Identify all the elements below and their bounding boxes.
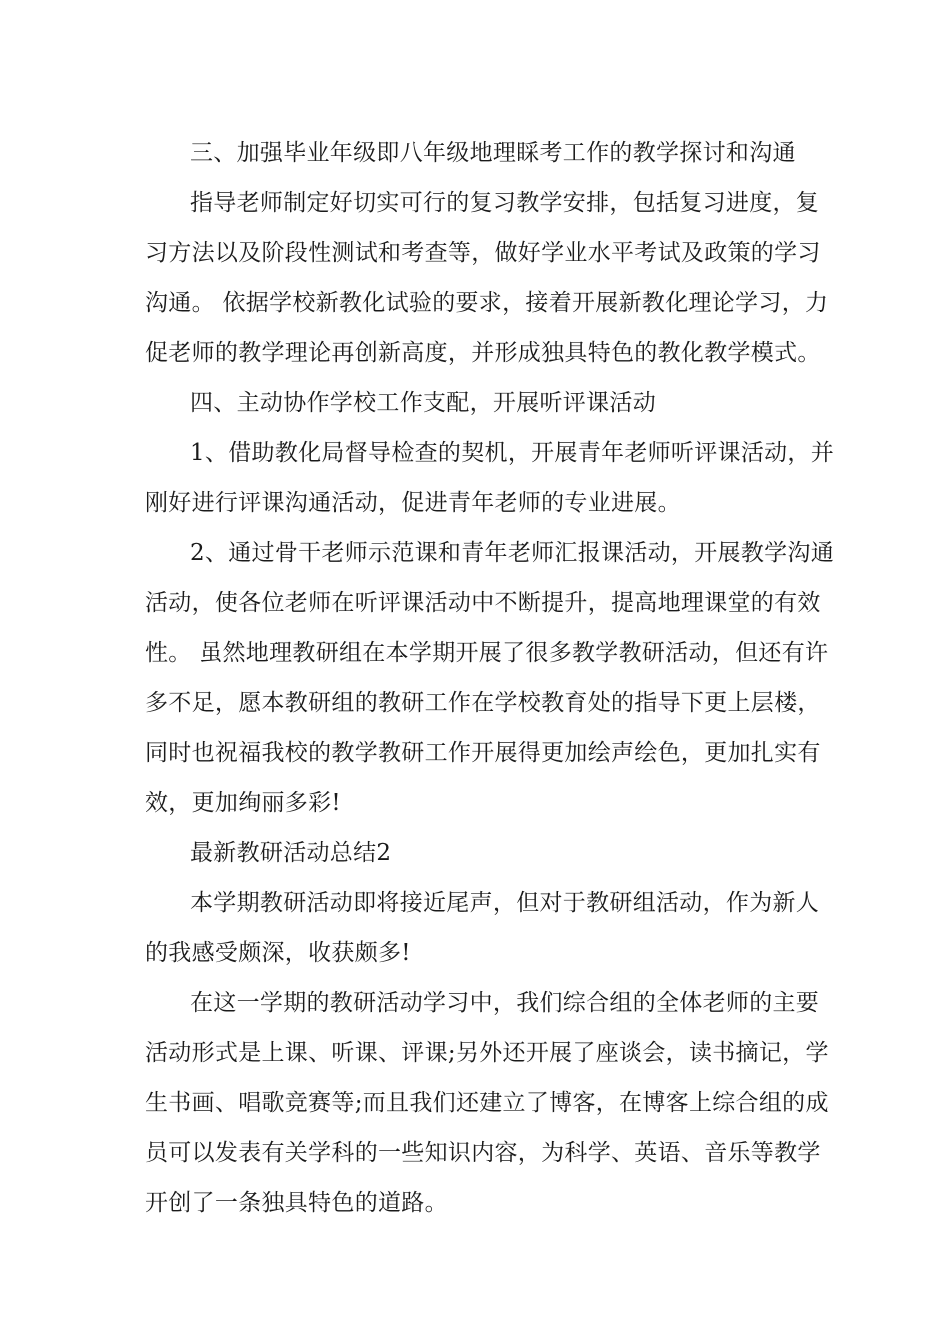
paragraph-line: 多不足，愿本教研组的教研工作在学校教育处的指导下更上层楼， — [145, 690, 821, 716]
paragraph-line: 促老师的教学理论再创新高度，并形成独具特色的教化教学模式。 — [145, 340, 821, 366]
paragraph-line: 同时也祝福我校的教学教研工作开展得更加绘声绘色，更加扎实有 — [145, 740, 821, 766]
paragraph-line: 1、借助教化局督导检查的契机，开展青年老师听评课活动，并 — [190, 440, 835, 466]
paragraph-line: 沟通。 依据学校新教化试验的要求，接着开展新教化理论学习，力 — [145, 290, 829, 316]
paragraph-line: 在这一学期的教研活动学习中，我们综合组的全体老师的主要 — [190, 990, 820, 1016]
paragraph-line: 活动形式是上课、听课、评课;另外还开展了座谈会，读书摘记，学 — [145, 1040, 829, 1066]
section-heading-3: 三、加强毕业年级即八年级地理睬考工作的教学探讨和沟通 — [190, 140, 796, 166]
paragraph-line: 本学期教研活动即将接近尾声，但对于教研组活动，作为新人 — [190, 890, 820, 916]
paragraph-line: 习方法以及阶段性测试和考查等，做好学业水平考试及政策的学习 — [145, 240, 821, 266]
section-heading-4: 四、主动协作学校工作支配，开展听评课活动 — [190, 390, 656, 416]
paragraph-line: 2、通过骨干老师示范课和青年老师汇报课活动，开展教学沟通 — [190, 540, 835, 566]
paragraph-line: 效，更加绚丽多彩! — [145, 790, 341, 816]
paragraph-line: 活动，使各位老师在听评课活动中不断提升，提高地理课堂的有效 — [145, 590, 821, 616]
article-heading: 最新教研活动总结2 — [190, 840, 392, 866]
paragraph-line: 员可以发表有关学科的一些知识内容，为科学、英语、音乐等教学 — [145, 1140, 821, 1166]
paragraph-line: 开创了一条独具特色的道路。 — [145, 1190, 448, 1216]
paragraph-line: 性。 虽然地理教研组在本学期开展了很多教学教研活动，但还有许 — [145, 640, 829, 666]
paragraph-line: 指导老师制定好切实可行的复习教学安排，包括复习进度，复 — [190, 190, 820, 216]
paragraph-line: 生书画、唱歌竞赛等;而且我们还建立了博客，在博客上综合组的成 — [145, 1090, 829, 1116]
paragraph-line: 的我感受颇深，收获颇多! — [145, 940, 411, 966]
paragraph-line: 刚好进行评课沟通活动，促进青年老师的专业进展。 — [145, 490, 681, 516]
